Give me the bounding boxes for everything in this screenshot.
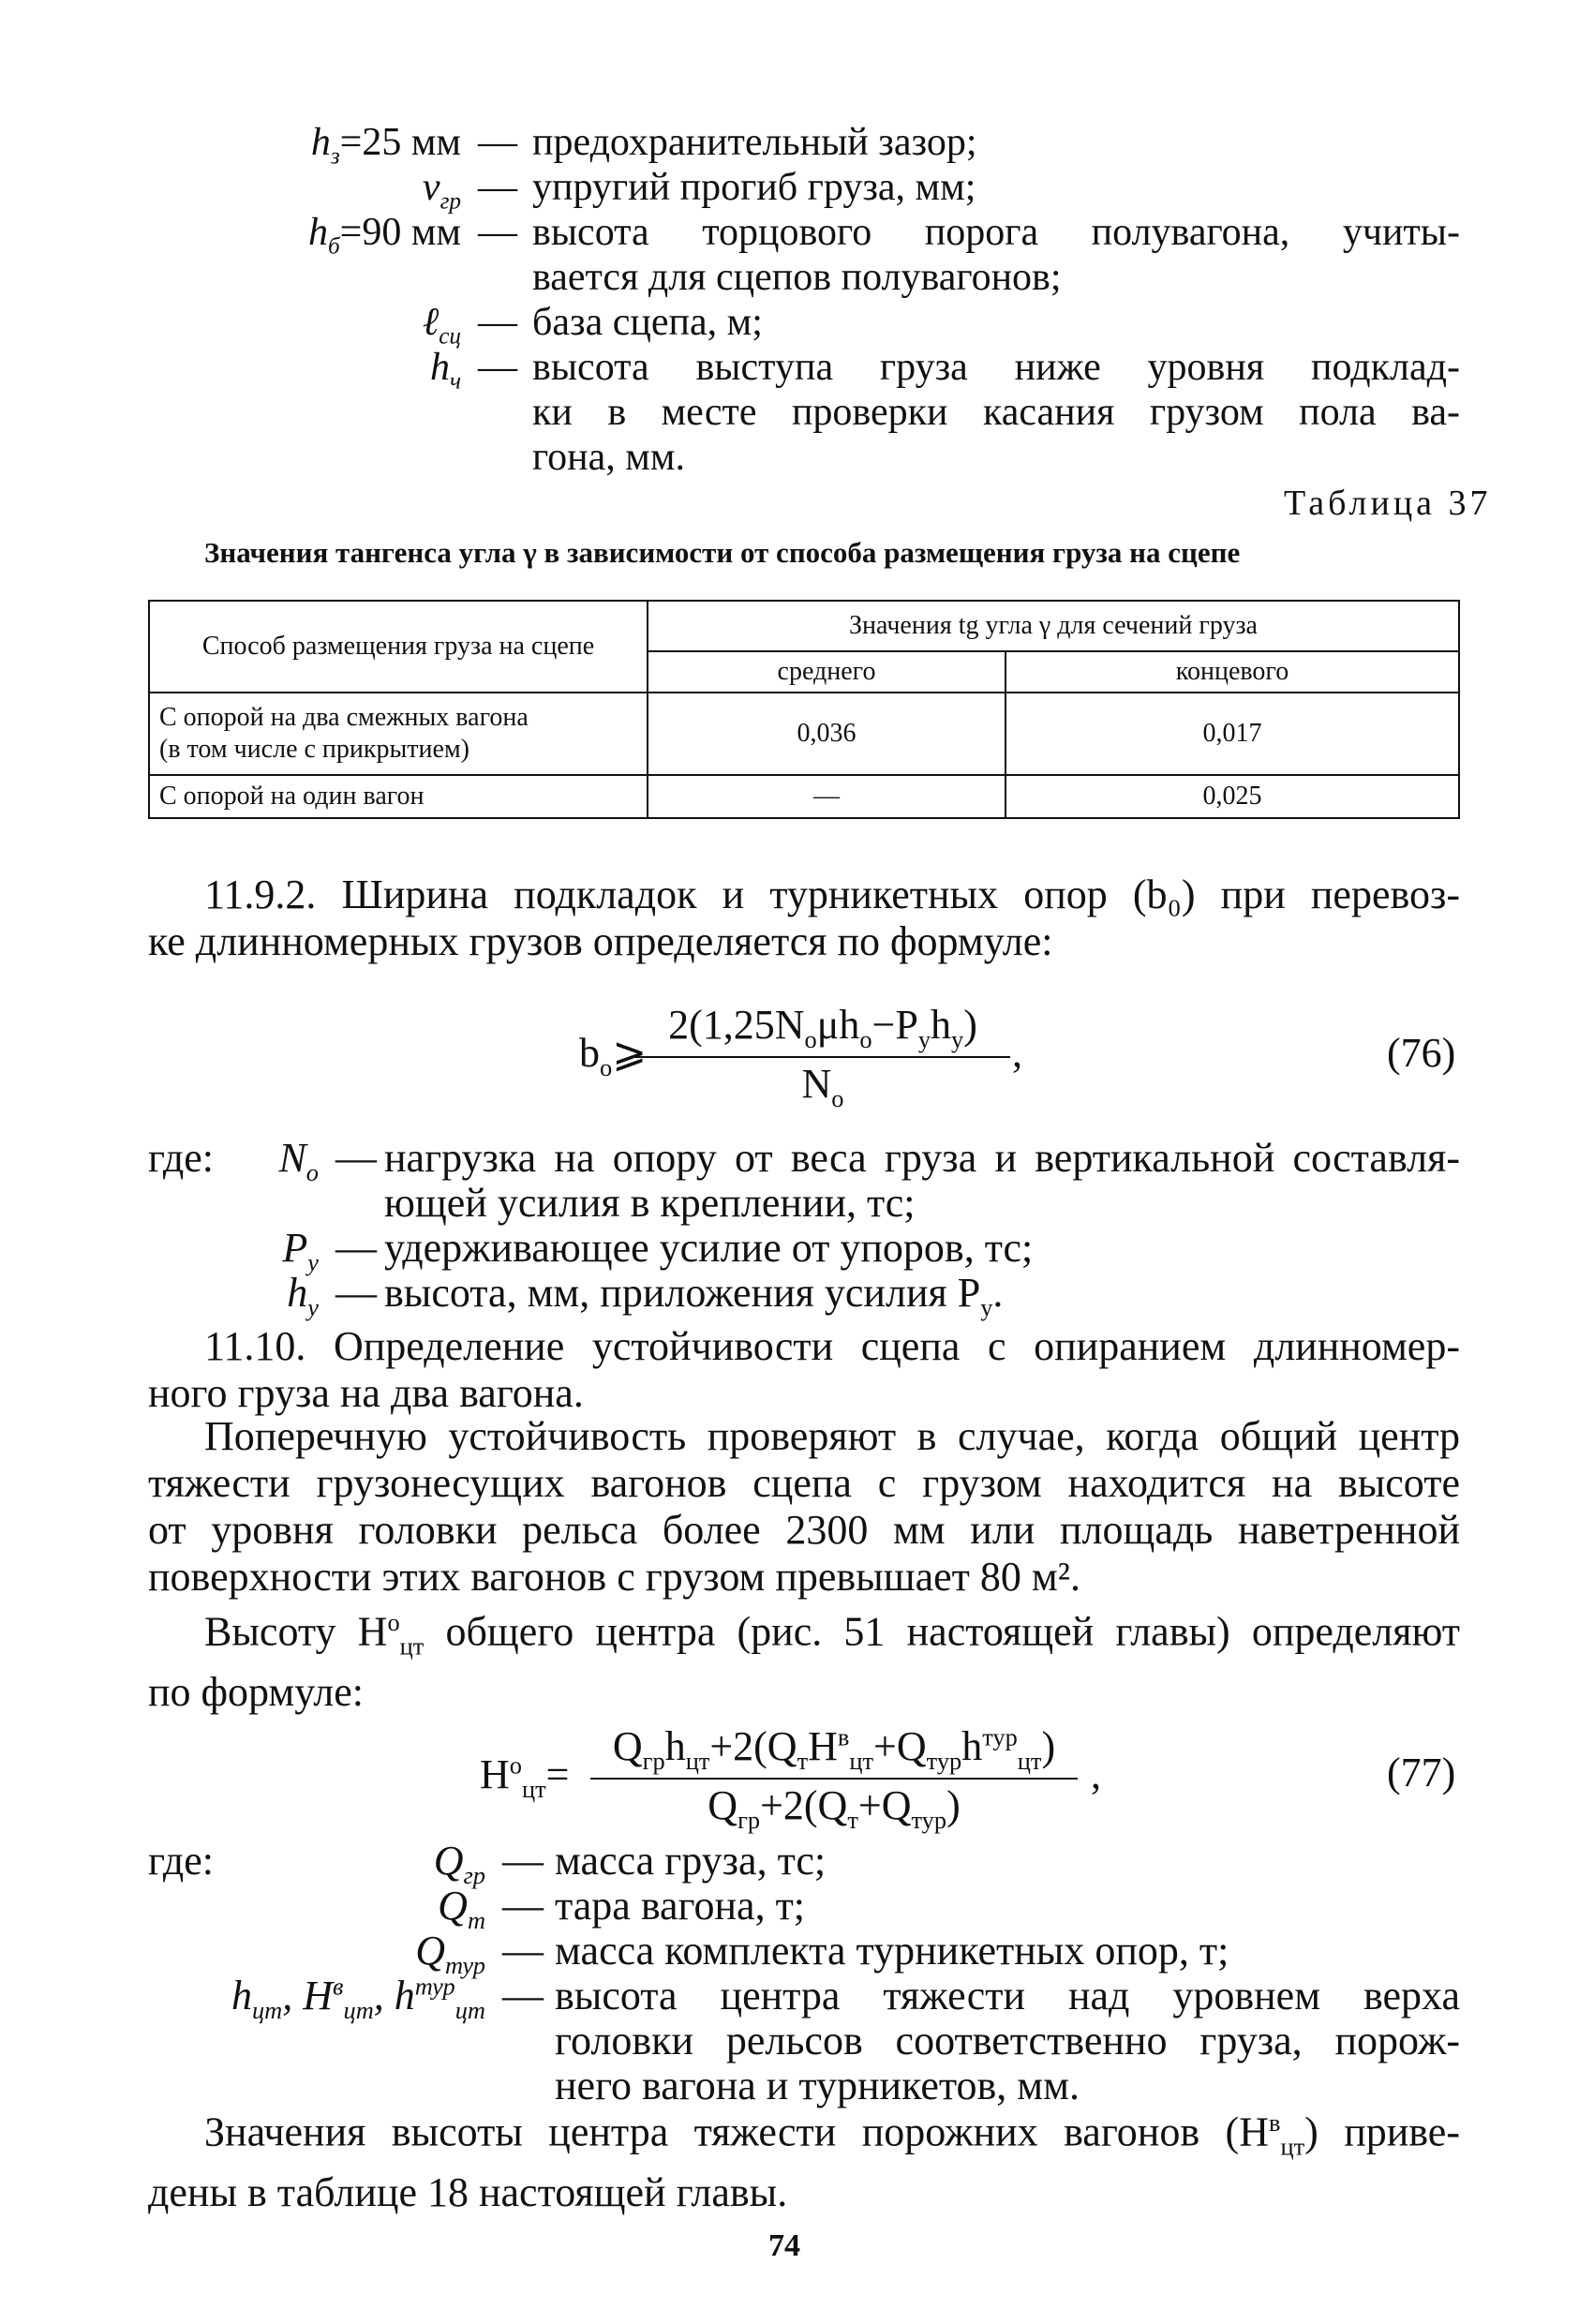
definition-text: высота центра тяжести над уровнем верха (555, 1973, 1460, 2019)
definition-dash: — (478, 346, 517, 389)
definition-dash: — (502, 1973, 544, 2019)
formula-tail: , (1091, 1751, 1101, 1797)
text-line: ного груза на два вагона. (148, 1370, 584, 1416)
definition-symbol: $\nu_{гр}$ (422, 166, 461, 215)
data-table (148, 600, 1460, 819)
definition-dash: — (502, 1883, 544, 1929)
text-line: от уровня головки рельса более 2300 мм или площадь наветренной (148, 1507, 1460, 1553)
formula-tail: , (1012, 1030, 1022, 1076)
definition-dash: — (478, 121, 517, 164)
paragraph-11-10 (148, 1323, 1460, 1417)
formula-denominator: $Q_{гр}+2(Q_т+Q_{тур})$ (708, 1781, 961, 1834)
paragraph-stability (148, 1413, 1460, 1601)
formula-numerator: $Q_{гр}h_{цт}+2(Q_тH^в_{цт}+Q_{тур}h^{тур}_{цт})$ (612, 1722, 1056, 1775)
equation-number-76: (76) (1387, 1030, 1456, 1076)
definition-text: масса груза, тс; (555, 1838, 827, 1884)
table-cell-method (149, 693, 648, 775)
table-caption: Таблица 37 (1284, 484, 1492, 523)
definition-symbol: $h_б=90$ мм (307, 211, 461, 260)
formula-lhs: $H^о_{цт}=$ (480, 1750, 570, 1803)
table-subheader-end: концевого (1006, 651, 1459, 693)
formula-numerator: $2(1,25N_o\mu h_o-P_yh_y)$ (668, 1002, 977, 1053)
table-cell-end: 0,025 (1006, 775, 1459, 818)
definition-text: высота торцового порога полувагона, учиты- (532, 211, 1460, 254)
equation-number-77: (77) (1387, 1750, 1456, 1795)
definition-text: вается для сцепов полувагонов; (532, 256, 1062, 299)
table-cell-method: С опорой на один вагон (149, 775, 648, 818)
table-cell-middle: — (648, 775, 1006, 818)
definition-symbol: $N_o$ (278, 1135, 319, 1186)
where-label: где: (148, 1838, 214, 1884)
paragraph-final (148, 2099, 1460, 2216)
definition-text: гона, мм. (532, 436, 685, 479)
table-row (149, 693, 1459, 775)
definition-symbol: $h_з=25$ мм (310, 121, 461, 170)
definition-dash: — (335, 1135, 377, 1181)
text-line: Поперечную устойчивость проверяют в случае, когда общий центр (204, 1413, 1460, 1459)
formula-fraction (635, 1001, 1010, 1113)
text-line: ке длинномерных грузов определяется по формуле: (148, 918, 1053, 964)
definition-symbol: $Q_{гр}$ (433, 1838, 485, 1889)
definition-symbol: $Q_т$ (438, 1883, 485, 1934)
definition-dash: — (502, 1928, 544, 1974)
definition-dash: — (335, 1270, 377, 1316)
definition-text: нагрузка на опору от веса груза и вертикальной составля- (384, 1135, 1460, 1181)
definition-text: ки в месте проверки касания грузом пола ва- (532, 391, 1460, 434)
definition-text: высота, мм, приложения усилия $P_y$. (384, 1270, 1004, 1321)
definition-text: масса комплекта турникетных опор, т; (555, 1928, 1229, 1974)
table-header-values: Значения tg угла γ для сечений груза (648, 601, 1459, 651)
definition-text: него вагона и турникетов, мм. (555, 2063, 1080, 2108)
definition-symbol: $P_y$ (282, 1225, 319, 1276)
text-line: дены в таблице 18 настоящей главы. (148, 2169, 788, 2216)
text-line: поверхности этих вагонов с грузом превышает 80 м². (148, 1554, 1080, 1600)
definition-symbol: $Q_{тур}$ (415, 1928, 485, 1979)
definition-symbol: $h_y$ (287, 1270, 319, 1321)
text-line: 11.9.2. Ширина подкладок и турникетных опор (b₀) при перевоз- (204, 872, 1460, 917)
definition-text: упругий прогиб груза, мм; (532, 166, 976, 209)
definition-symbol: $h_{цт}$, $H^в_{цт}$, $h^{тур}_{цт}$ (231, 1972, 485, 2024)
text-line: Значения высоты центра тяжести порожних вагонов $(H^в_{цт})$ приве- (204, 2108, 1460, 2161)
table-subheader-middle: среднего (648, 651, 1006, 693)
table-header-method: Способ размещения груза на сцепе (149, 601, 648, 693)
definition-text: ющей усилия в креплении, тс; (384, 1180, 916, 1226)
text-line: Высоту $H^о_{цт}$ общего центра (рис. 51 настоящей главы) определяют (204, 1608, 1460, 1661)
paragraph-11-9-2 (148, 872, 1460, 965)
table-cell-middle: 0,036 (648, 693, 1006, 775)
definition-dash: — (478, 301, 517, 344)
cell-line: (в том числе с прикрытием) (159, 735, 469, 764)
cell-line: С опорой на два смежных вагона (159, 703, 529, 732)
definition-symbol: ℓ$_{сц}$ (422, 301, 461, 350)
definition-text: удерживающее усилие от упоров, тс; (384, 1225, 1034, 1271)
definition-text: головки рельсов соответственно груза, порож- (555, 2018, 1460, 2063)
definition-text: высота выступа груза ниже уровня подклад- (532, 346, 1460, 389)
text-line: по формуле: (148, 1669, 365, 1716)
definition-text: предохранительный зазор; (532, 121, 977, 164)
definition-dash: — (335, 1225, 377, 1271)
table-row (149, 775, 1459, 818)
formula-fraction (590, 1722, 1078, 1835)
definition-text: база сцепа, м; (532, 301, 763, 344)
table-cell-end: 0,017 (1006, 693, 1459, 775)
definition-text: тара вагона, т; (555, 1883, 806, 1929)
formula-lhs: $b_o⩾$ (579, 1030, 648, 1081)
fraction-bar (590, 1778, 1078, 1780)
formula-denominator: $N_o$ (801, 1060, 844, 1112)
definition-dash: — (502, 1838, 544, 1884)
definition-dash: — (478, 166, 517, 209)
definition-dash: — (478, 211, 517, 254)
table-title: Значения тангенса угла γ в зависимости от способа размещения груза на сцепе (204, 536, 1241, 569)
page-number: 74 (768, 2228, 800, 2263)
definition-symbol: $h_ч$ (429, 346, 461, 395)
text-line: 11.10. Определение устойчивости сцепа с опиранием длинномер- (204, 1323, 1460, 1369)
text-line: тяжести грузонесущих вагонов сцепа с грузом находится на высоте (148, 1460, 1460, 1506)
paragraph-height (148, 1599, 1460, 1716)
fraction-bar (635, 1056, 1010, 1058)
where-label: где: (148, 1135, 214, 1181)
